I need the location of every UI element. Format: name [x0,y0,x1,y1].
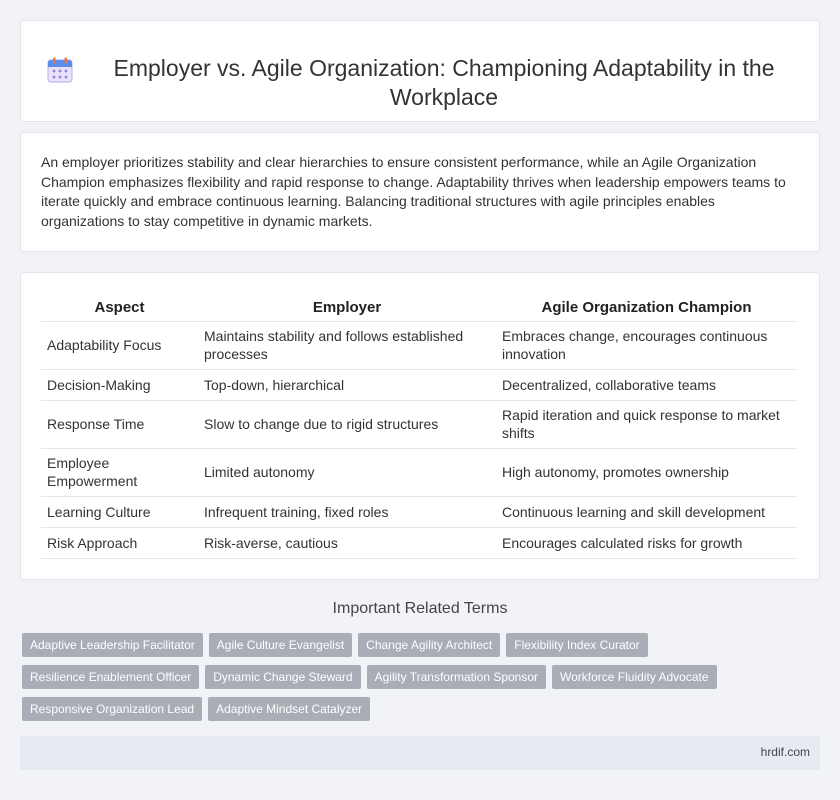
term-tag[interactable]: Resilience Enablement Officer [22,665,199,689]
table-cell: Learning Culture [41,496,198,527]
table-cell: Risk Approach [41,527,198,558]
table-cell: Embraces change, encourages continuous innovation [496,321,797,369]
term-tag[interactable]: Adaptive Leadership Facilitator [22,633,203,657]
column-header-aspect: Aspect [41,295,198,321]
table-row [41,527,797,558]
term-tag[interactable]: Flexibility Index Curator [506,633,647,657]
footer-site-link[interactable]: hrdif.com [760,745,810,759]
table-cell: Employee Empowerment [41,448,198,496]
table-cell: Limited autonomy [198,448,496,496]
term-tag[interactable]: Change Agility Architect [358,633,500,657]
table-row [41,369,797,400]
table-cell: Decentralized, collaborative teams [496,369,797,400]
table-row [41,400,797,448]
intro-text: An employer prioritizes stability and clear hierarchies to ensure consistent performance, while an Agile Organization Champion emphasizes flexibility and rapid response to change. Adaptability thrives when leadership empowers teams to iterate quickly and embrace continuous learning. Balancing traditional structures with agile principles enables organizations to stay competitive in dynamic markets. [41,154,786,229]
table-row [41,496,797,527]
table-cell: Rapid iteration and quick response to market shifts [496,400,797,448]
table-cell: High autonomy, promotes ownership [496,448,797,496]
term-tag[interactable]: Dynamic Change Steward [205,665,360,689]
table-cell: Adaptability Focus [41,321,198,369]
table-cell: Response Time [41,400,198,448]
table-row [41,321,797,369]
table-cell: Infrequent training, fixed roles [198,496,496,527]
column-header-agile-champion: Agile Organization Champion [496,295,797,321]
table-header-row [41,295,797,321]
intro-card [20,132,820,252]
term-tag[interactable]: Agile Culture Evangelist [209,633,352,657]
footer [20,736,820,770]
table-cell: Decision-Making [41,369,198,400]
comparison-table-card [20,272,820,580]
table-row [41,448,797,496]
table-cell: Encourages calculated risks for growth [496,527,797,558]
calendar-icon [46,56,74,84]
table-cell: Maintains stability and follows established processes [198,321,496,369]
related-terms-title: Important Related Terms [332,600,508,617]
term-tag[interactable]: Adaptive Mindset Catalyzer [208,697,370,721]
column-header-employer: Employer [198,295,496,321]
table-cell: Slow to change due to rigid structures [198,400,496,448]
term-tag[interactable]: Responsive Organization Lead [22,697,202,721]
comparison-table [41,295,797,559]
header-card [20,20,820,122]
table-cell: Top-down, hierarchical [198,369,496,400]
term-tag[interactable]: Agility Transformation Sponsor [367,665,546,689]
related-terms-list [22,633,822,721]
table-cell: Risk-averse, cautious [198,527,496,558]
table-cell: Continuous learning and skill development [496,496,797,527]
term-tag[interactable]: Workforce Fluidity Advocate [552,665,717,689]
title-wrap [40,30,800,112]
page-title: Employer vs. Agile Organization: Championing Adaptability in the Workplace [113,55,775,110]
